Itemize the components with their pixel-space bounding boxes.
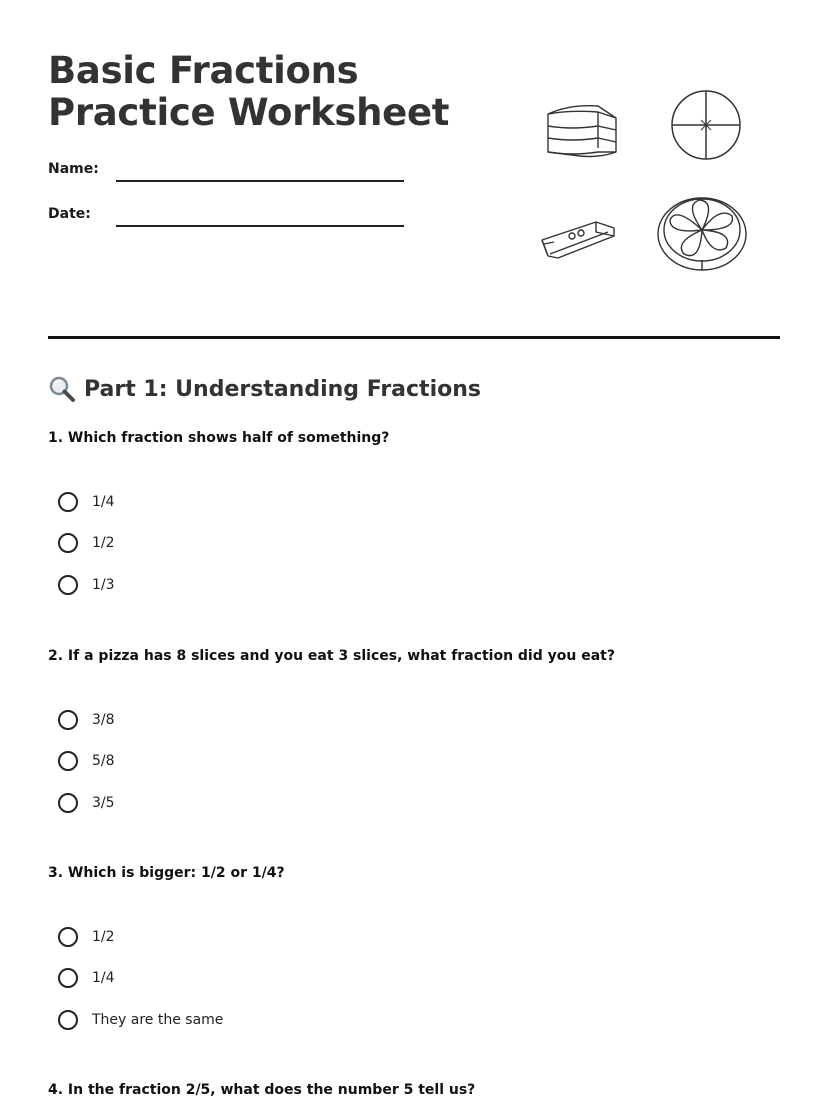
orange-slices-icon: [654, 190, 750, 274]
option-label: 3/8: [92, 711, 115, 728]
question-2-text: 2. If a pizza has 8 slices and you eat 3 slices, what fraction did you eat?: [48, 648, 615, 664]
radio-button[interactable]: [58, 1010, 78, 1030]
question-2: [48, 647, 788, 827]
question-1-options: [58, 481, 115, 606]
name-field[interactable]: [48, 160, 408, 186]
option-label: 1/4: [92, 970, 115, 987]
radio-button[interactable]: [58, 492, 78, 512]
radio-button[interactable]: [58, 968, 78, 988]
option-label: 5/8: [92, 753, 115, 770]
radio-button[interactable]: [58, 751, 78, 771]
part1-heading: [48, 374, 481, 404]
magnifying-glass-icon: [48, 375, 76, 403]
question-1-text: 1. Which fraction shows half of something?: [48, 430, 390, 446]
name-blank-line[interactable]: [116, 180, 404, 182]
question-3: [48, 864, 788, 1044]
question-1-option-b[interactable]: [58, 523, 115, 565]
question-2-option-a[interactable]: [58, 699, 115, 741]
question-4-text: 4. In the fraction 2/5, what does the number 5 tell us?: [48, 1082, 476, 1098]
radio-button[interactable]: [58, 710, 78, 730]
chocolate-bar-icon: [538, 214, 620, 272]
option-label: 1/4: [92, 493, 115, 510]
option-label: 1/2: [92, 535, 115, 552]
question-1: [48, 429, 788, 609]
radio-button[interactable]: [58, 793, 78, 813]
radio-button[interactable]: [58, 575, 78, 595]
part1-title: Part 1: Understanding Fractions: [84, 376, 481, 402]
header-divider: [48, 336, 780, 339]
name-label: Name:: [48, 161, 99, 177]
question-2-option-c[interactable]: [58, 782, 115, 824]
date-label: Date:: [48, 206, 91, 222]
question-3-options: [58, 916, 223, 1041]
question-2-option-b[interactable]: [58, 741, 115, 783]
question-3-option-b[interactable]: [58, 958, 223, 1000]
question-1-option-a[interactable]: [58, 481, 115, 523]
layer-cake-slice-icon: [540, 100, 624, 162]
option-label: 1/2: [92, 928, 115, 945]
question-3-option-c[interactable]: [58, 999, 223, 1041]
question-4: [48, 1081, 788, 1105]
radio-button[interactable]: [58, 533, 78, 553]
option-label: 3/5: [92, 794, 115, 811]
question-3-option-a[interactable]: [58, 916, 223, 958]
radio-button[interactable]: [58, 927, 78, 947]
option-label: 1/3: [92, 576, 115, 593]
option-label: They are the same: [92, 1011, 224, 1028]
question-3-text: 3. Which is bigger: 1/2 or 1/4?: [48, 865, 285, 881]
pie-quarters-icon: [668, 88, 744, 162]
question-1-option-c[interactable]: [58, 564, 115, 606]
date-field[interactable]: [48, 205, 408, 231]
worksheet-title: Basic Fractions Practice Worksheet: [48, 49, 450, 134]
question-2-options: [58, 699, 115, 824]
date-blank-line[interactable]: [116, 225, 404, 227]
